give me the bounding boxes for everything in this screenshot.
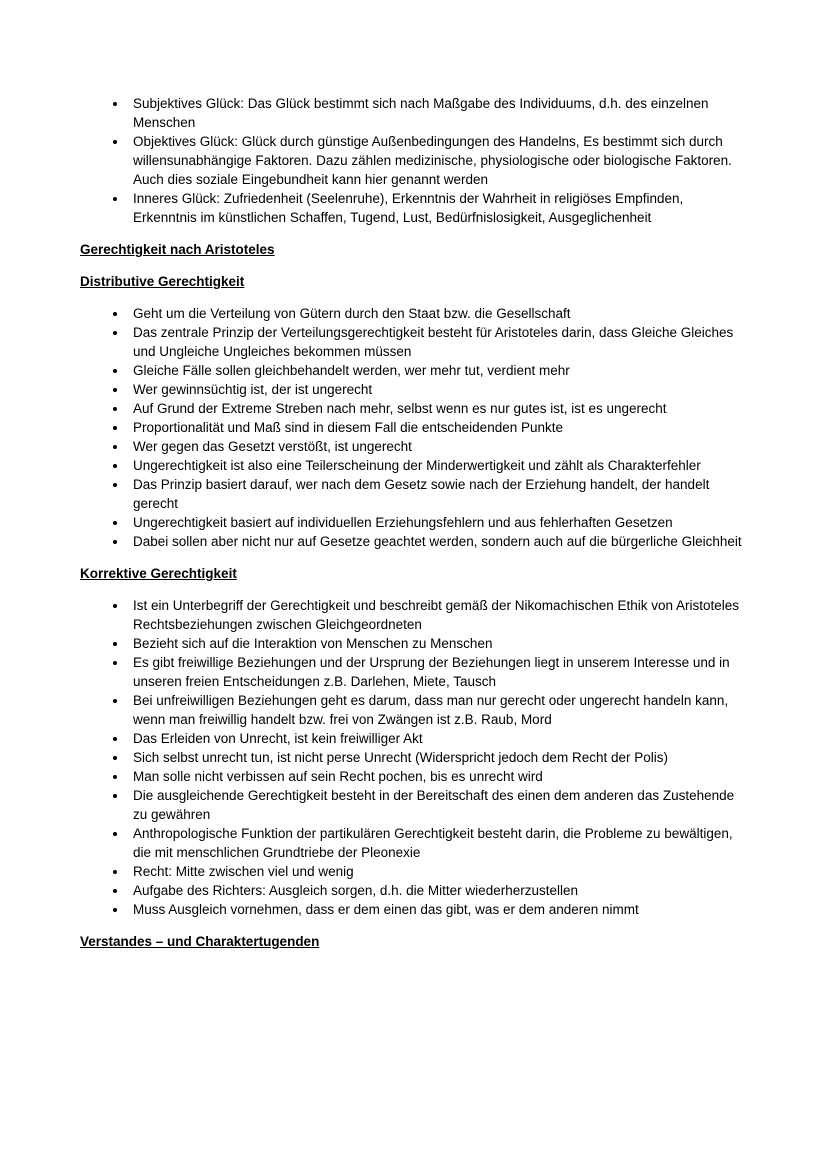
bullet-item: • Das Prinzip basiert darauf, wer nach dem Gesetz sowie nach der Erziehung handelt, der handelt gerecht (128, 475, 746, 513)
bullet-item: • Die ausgleichende Gerechtigkeit besteht in der Bereitschaft des einen dem anderen das Zustehende zu gewähren (128, 786, 746, 824)
bullet-item: • Muss Ausgleich vornehmen, dass er dem einen das gibt, was er dem anderen nimmt (128, 900, 746, 919)
section-heading: Distributive Gerechtigkeit (80, 274, 245, 289)
bullet-item: • Man solle nicht verbissen auf sein Recht pochen, bis es unrecht wird (128, 767, 746, 786)
bullet-item: • Ungerechtigkeit basiert auf individuellen Erziehungsfehlern und aus fehlerhaften Gesetzen (128, 513, 746, 532)
bullet-item: • Das Erleiden von Unrecht, ist kein freiwilliger Akt (128, 729, 746, 748)
section-heading: Verstandes – und Charaktertugenden (80, 934, 320, 949)
bullet-item: • Dabei sollen aber nicht nur auf Gesetze geachtet werden, sondern auch auf die bürgerliche Gleichheit (128, 532, 746, 551)
bullet-item: • Sich selbst unrecht tun, ist nicht perse Unrecht (Widerspricht jedoch dem Recht der Polis) (128, 748, 746, 767)
bullet-item: • Ist ein Unterbegriff der Gerechtigkeit und beschreibt gemäß der Nikomachischen Ethik von Aristoteles Rechtsbeziehungen zwischen Gleichgeordneten (128, 596, 746, 634)
bullet-item: • Geht um die Verteilung von Gütern durch den Staat bzw. die Gesellschaft (128, 304, 746, 323)
bullet-item: • Objektives Glück: Glück durch günstige Außenbedingungen des Handelns, Es bestimmt sich durch willensunabhängige Faktoren. Dazu zählen medizinische, physiologische oder biologische Faktoren. Auch dies soziale Eingebundheit kann hier genannt werden (128, 132, 746, 189)
bullet-item: • Bezieht sich auf die Interaktion von Menschen zu Menschen (128, 634, 746, 653)
bullet-item: • Proportionalität und Maß sind in diesem Fall die entscheidenden Punkte (128, 418, 746, 437)
section-heading: Gerechtigkeit nach Aristoteles (80, 242, 275, 257)
bullet-item: • Ungerechtigkeit ist also eine Teilerscheinung der Minderwertigkeit und zählt als Charakterfehler (128, 456, 746, 475)
bullet-list (80, 596, 746, 919)
section-heading: Korrektive Gerechtigkeit (80, 566, 237, 581)
bullet-item: • Auf Grund der Extreme Streben nach mehr, selbst wenn es nur gutes ist, ist es ungerecht (128, 399, 746, 418)
bullet-item: • Wer gewinnsüchtig ist, der ist ungerecht (128, 380, 746, 399)
bullet-list (80, 94, 746, 227)
bullet-item: • Gleiche Fälle sollen gleichbehandelt werden, wer mehr tut, verdient mehr (128, 361, 746, 380)
bullet-item: • Bei unfreiwilligen Beziehungen geht es darum, dass man nur gerecht oder ungerecht handeln kann, wenn man freiwillig handelt bzw. frei von Zwängen ist z.B. Raub, Mord (128, 691, 746, 729)
bullet-item: • Recht: Mitte zwischen viel und wenig (128, 862, 746, 881)
bullet-item: • Es gibt freiwillige Beziehungen und der Ursprung der Beziehungen liegt in unserem Interesse und in unseren freien Entscheidungen z.B. Darlehen, Miete, Tausch (128, 653, 746, 691)
bullet-list (80, 304, 746, 551)
document-content (80, 94, 746, 951)
bullet-item: • Inneres Glück: Zufriedenheit (Seelenruhe), Erkenntnis der Wahrheit in religiöses Empfinden, Erkenntnis im künstlichen Schaffen, Tugend, Lust, Bedürfnislosigkeit, Ausgeglichenheit (128, 189, 746, 227)
bullet-item: • Wer gegen das Gesetzt verstößt, ist ungerecht (128, 437, 746, 456)
bullet-item: • Subjektives Glück: Das Glück bestimmt sich nach Maßgabe des Individuums, d.h. des einzelnen Menschen (128, 94, 746, 132)
bullet-item: • Anthropologische Funktion der partikulären Gerechtigkeit besteht darin, die Probleme zu bewältigen, die mit menschlichen Grundtriebe der Pleonexie (128, 824, 746, 862)
bullet-item: • Das zentrale Prinzip der Verteilungsgerechtigkeit besteht für Aristoteles darin, dass Gleiche Gleiches und Ungleiche Ungleiches bekommen müssen (128, 323, 746, 361)
bullet-item: • Aufgabe des Richters: Ausgleich sorgen, d.h. die Mitter wiederherzustellen (128, 881, 746, 900)
